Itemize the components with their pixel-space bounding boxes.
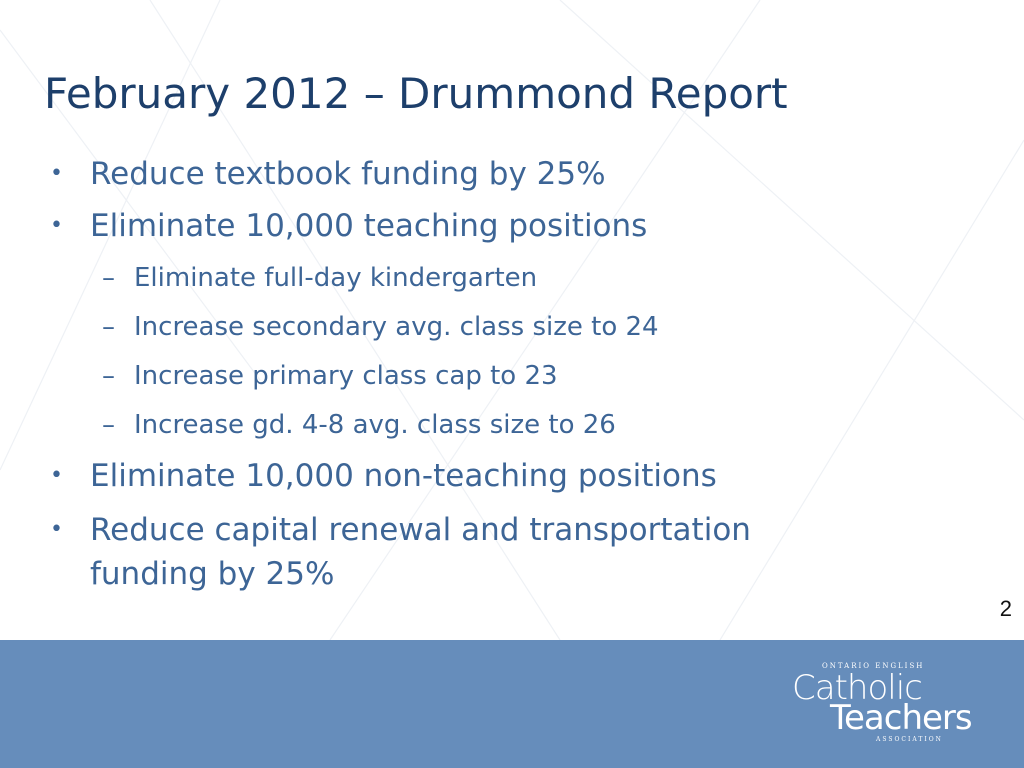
sub-bullet-marker: – (102, 361, 115, 391)
bullet-marker: • (50, 517, 63, 542)
bullet-text: Eliminate 10,000 non-teaching positions (90, 458, 717, 494)
logo-top-line: ONTARIO ENGLISH (822, 662, 925, 670)
bullet-text-continuation: funding by 25% (90, 556, 335, 592)
bullet-text: Eliminate 10,000 teaching positions (90, 208, 648, 244)
bullet-marker: • (50, 463, 63, 488)
sub-bullet-text: Increase secondary avg. class size to 24 (134, 312, 659, 342)
sub-bullet-text: Increase primary class cap to 23 (134, 361, 558, 391)
bullet-text: Reduce capital renewal and transportation (90, 512, 751, 548)
organization-logo (790, 662, 980, 746)
sub-bullet-marker: – (102, 410, 115, 440)
logo-word-catholic: Catholic (792, 668, 922, 708)
bullet-marker: • (50, 213, 63, 238)
slide-number: 2 (999, 596, 1012, 621)
sub-bullet-marker: – (102, 263, 115, 293)
bullet-marker: • (50, 161, 63, 186)
sub-bullet-text: Eliminate full-day kindergarten (134, 263, 538, 293)
bullet-text: Reduce textbook funding by 25% (90, 156, 606, 192)
sub-bullet-marker: – (102, 312, 115, 342)
logo-word-teachers: Teachers (830, 698, 972, 738)
slide-title: February 2012 – Drummond Report (44, 69, 788, 118)
sub-bullet-text: Increase gd. 4-8 avg. class size to 26 (134, 410, 616, 440)
logo-bottom-line: ASSOCIATION (876, 736, 943, 743)
